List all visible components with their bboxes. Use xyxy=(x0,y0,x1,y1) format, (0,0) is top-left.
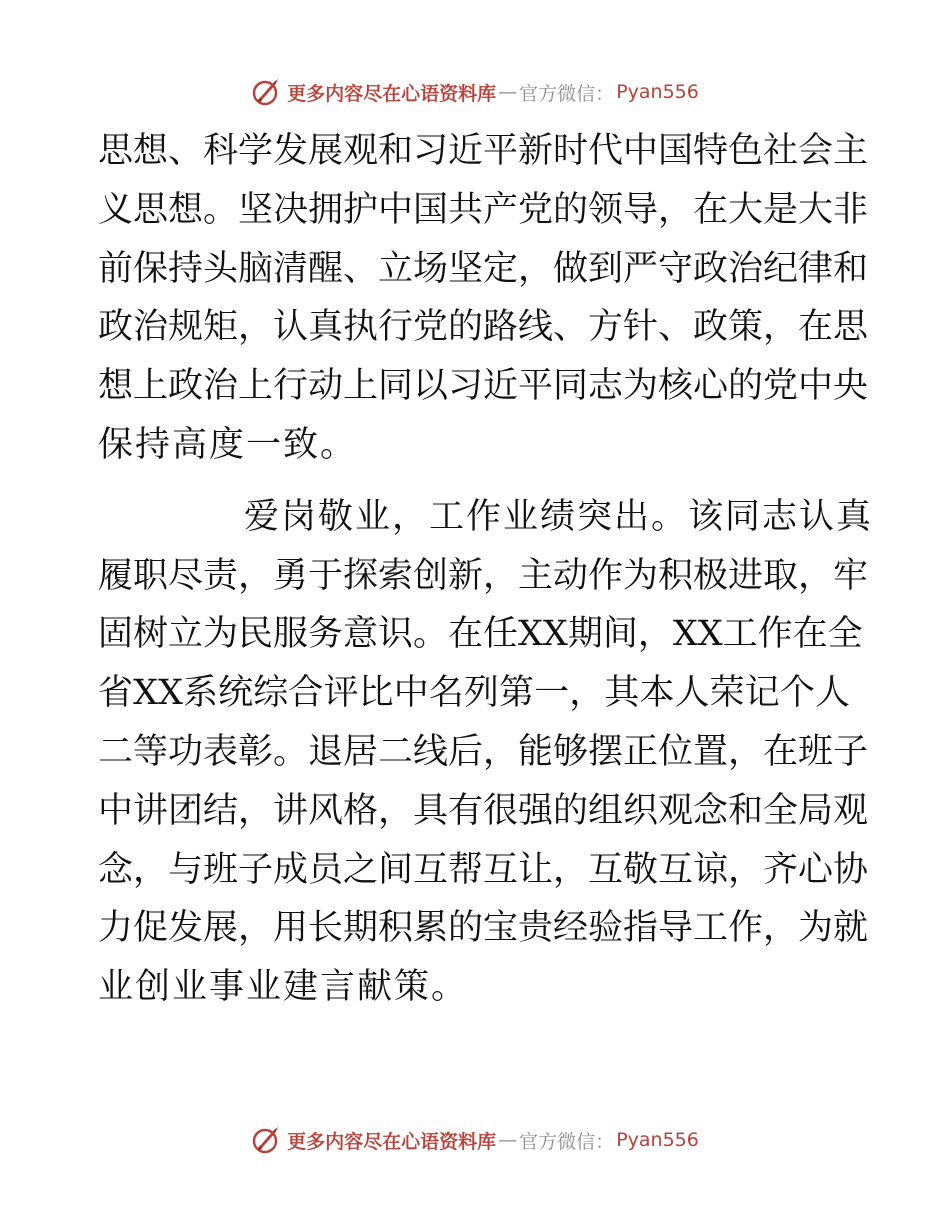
paragraph-1 xyxy=(98,122,869,475)
text-line: 力促发展，用长期积累的宝贵经验指导工作，为就 xyxy=(98,908,869,949)
banner-wechat-label: 官方微信： xyxy=(519,1130,615,1153)
text-line: 中讲团结，讲风格，具有很强的组织观念和全局观 xyxy=(98,790,869,831)
text-line: 二等功表彰。退居二线后，能够摆正位置，在班子 xyxy=(98,731,869,772)
banner-wechat-id: Pyan556 xyxy=(616,1129,699,1151)
text-line: 保持高度一致。 xyxy=(98,424,358,465)
text-line: 业创业事业建言献策。 xyxy=(98,967,469,1008)
banner-separator: — xyxy=(498,1129,518,1151)
text-line: 履职尽责，勇于探索创新，主动作为积极进取，牢 xyxy=(98,555,869,596)
text-line: 省XX系统综合评比中名列第一，其本人荣记个人 xyxy=(98,673,850,714)
paragraph-spacer xyxy=(98,475,850,488)
paragraph-2 xyxy=(98,488,874,1017)
text-line: 前保持头脑清醒、立场坚定，做到严守政治纪律和 xyxy=(98,248,869,289)
text-line: 政治规矩，认真执行党的路线、方针、政策，在思 xyxy=(98,307,869,348)
text-line: 义思想。坚决拥护中国共产党的领导，在大是大非 xyxy=(98,189,869,230)
banner-title: 更多内容尽在心语资料库 xyxy=(287,82,497,105)
text-line: 想上政治上行动上同以习近平同志为核心的党中央 xyxy=(98,366,869,407)
banner-title: 更多内容尽在心语资料库 xyxy=(287,1130,497,1153)
document-body xyxy=(98,122,874,1017)
quill-pen-logo-icon xyxy=(251,77,281,107)
text-line: 爱岗敬业，工作业绩突出。该同志认真 xyxy=(244,496,874,537)
text-line: 思想、科学发展观和习近平新时代中国特色社会主 xyxy=(98,131,869,171)
banner-wechat-label: 官方微信： xyxy=(519,82,615,105)
text-line: 念，与班子成员之间互帮互让，互敬互谅，齐心协 xyxy=(98,849,869,890)
banner-separator: — xyxy=(498,81,518,103)
banner-wechat-id: Pyan556 xyxy=(616,81,699,103)
quill-pen-logo-icon xyxy=(251,1125,281,1155)
footer-banner xyxy=(0,1120,950,1160)
header-banner xyxy=(0,72,950,112)
text-line: 固树立为民服务意识。在任XX期间，XX工作在全 xyxy=(98,614,863,655)
